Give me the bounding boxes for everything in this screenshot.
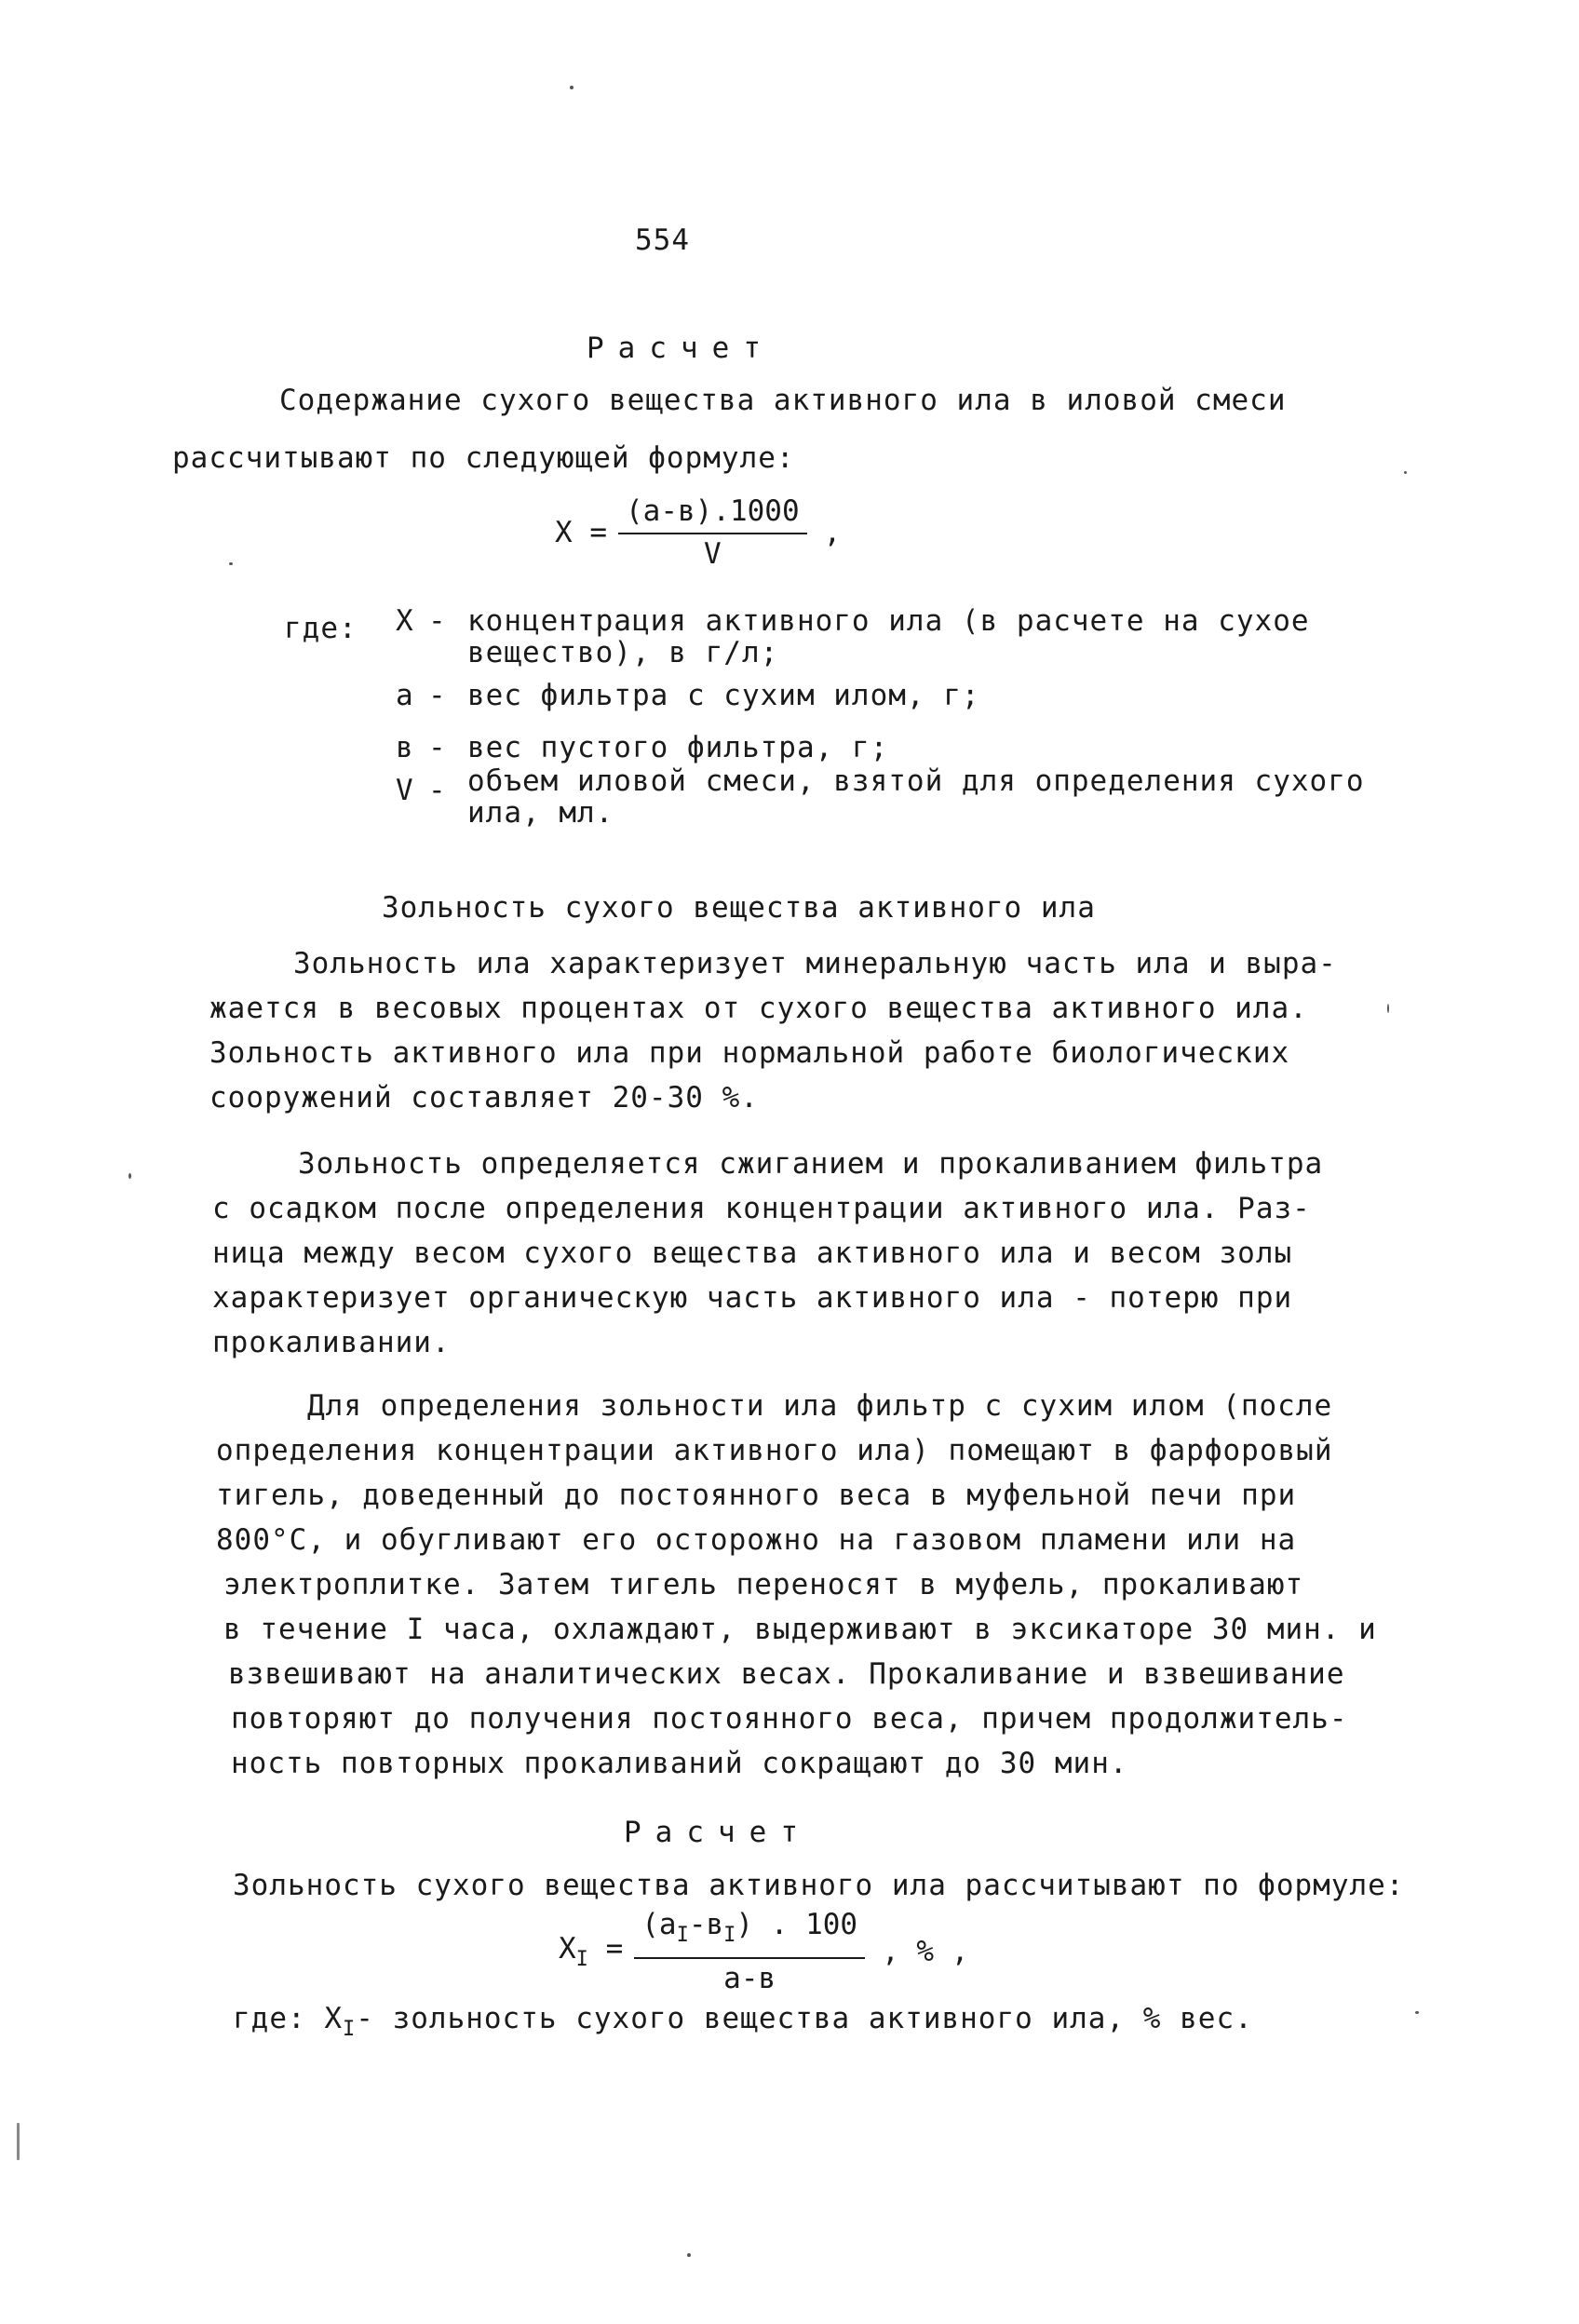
paragraph-line: определения концентрации активного ила) помещают в фарфоровый [216, 1434, 1333, 1467]
paragraph-line: прокаливании. [212, 1326, 451, 1359]
scan-speck [1387, 1004, 1389, 1013]
num-tail: ) . 100 [736, 1908, 858, 1941]
formula-denominator: а-в [723, 1962, 776, 1995]
formula-equals: = [605, 1932, 624, 1966]
scan-speck [17, 2123, 20, 2160]
formula-lhs-symbol: X [559, 1932, 576, 1966]
scan-speck [687, 2253, 691, 2257]
definition-symbol: в [396, 731, 414, 764]
paragraph-line: сооружений составляет 20-30 %. [209, 1081, 759, 1115]
formula-fraction [634, 1907, 865, 1996]
definition-dash: - [428, 604, 447, 638]
paragraph-line: в течение I часа, охлаждают, выдерживают в эксикаторе 30 мин. и [223, 1613, 1377, 1646]
paragraph-line: повторяют до получения постоянного веса, причем продолжитель- [231, 1702, 1348, 1736]
paragraph-line: с осадком после определения концентрации активного ила. Раз- [212, 1192, 1311, 1225]
definition-v-small [0, 732, 1579, 769]
definition-symbol: X [396, 604, 414, 638]
num-minus-b: -в [688, 1908, 724, 1941]
paragraph-line: 800°С, и обугливают его осторожно на газовом пламени или на [216, 1523, 1297, 1557]
formula-ash [559, 1907, 968, 1996]
definition-symbol: X [324, 2002, 343, 2035]
where-label: где: [233, 2002, 306, 2035]
definition-symbol-subscript: I [343, 2018, 357, 2041]
paragraph-line: взвешивают на аналитических весах. Прокаливание и взвешивание [228, 1657, 1345, 1691]
formula-tail: , % , [882, 1935, 969, 1968]
formula-concentration [555, 493, 841, 572]
page-number: 554 [635, 223, 690, 257]
ash-definition [233, 2000, 1253, 2048]
definition-text: вес фильтра с сухим илом, г; [467, 679, 980, 712]
scan-speck [229, 562, 233, 565]
formula-lhs-subscript: I [575, 1948, 588, 1971]
definition-dash: - [428, 731, 447, 764]
formula-numerator: (а-в).1000 [618, 493, 807, 534]
paragraph-line: Зольность определяется сжиганием и прокаливанием фильтра [298, 1147, 1324, 1181]
section-heading-ash-content: Зольность сухого вещества активного ила [382, 891, 1096, 925]
definition-a [0, 680, 1579, 717]
ash-formula-intro: Зольность сухого вещества активного ила рассчитывают по формуле: [233, 1869, 1405, 1902]
definition-dash: - [428, 774, 447, 807]
definition-symbol: V [396, 774, 414, 807]
definition-text: объем иловой смеси, взятой для определения сухого ила, мл. [467, 764, 1365, 830]
where-label: где: [284, 612, 358, 645]
formula-lhs [559, 1932, 623, 1971]
num-a-subscript: I [676, 1924, 689, 1947]
definition-x [0, 605, 1579, 680]
paragraph-line: Зольность активного ила при нормальной работе биологических [209, 1036, 1290, 1070]
section-heading-calculation: Расчет [587, 331, 775, 365]
num-b-subscript: I [723, 1924, 736, 1947]
intro-line-1: Содержание сухого вещества активного ила в иловой смеси [279, 384, 1287, 417]
formula-tail: , [823, 516, 842, 549]
num-a: (а [641, 1908, 677, 1941]
paragraph-line: Для определения зольности ила фильтр с сухим илом (после [307, 1389, 1333, 1423]
formula-denominator: V [703, 537, 722, 571]
formula-lhs: X = [555, 516, 607, 549]
definition-symbol: а [396, 679, 414, 712]
section-heading-calculation-2: Расчет [624, 1816, 812, 1849]
paragraph-line: характеризует органическую часть активного ила - потерю при [212, 1281, 1293, 1315]
paragraph-line: электроплитке. Затем тигель переносят в муфель, прокаливают [223, 1568, 1304, 1601]
scan-speck [1404, 471, 1407, 474]
definition-volume [0, 765, 1579, 840]
scan-speck [128, 1173, 131, 1179]
paragraph-line: ность повторных прокаливаний сокращают до 30 мин. [231, 1747, 1128, 1780]
definition-dash: - [428, 679, 447, 712]
definition-text: - зольность сухого вещества активного ила, % вес. [356, 2002, 1253, 2035]
paragraph-line: тигель, доведенный до постоянного веса в муфельной печи при [216, 1479, 1297, 1512]
paragraph-line: жается в весовых процентах от сухого вещества активного ила. [209, 992, 1308, 1025]
formula-numerator [634, 1907, 865, 1959]
paragraph-line: ница между весом сухого вещества активного ила и весом золы [212, 1236, 1293, 1270]
formula-fraction [618, 493, 807, 572]
scan-speck [1415, 2011, 1419, 2014]
intro-line-2: рассчитывают по следующей формуле: [172, 441, 795, 475]
definition-text: концентрация активного ила (в расчете на сухое вещество), в г/л; [467, 604, 1310, 669]
scan-speck [570, 86, 574, 89]
paragraph-line: Зольность ила характеризует минеральную часть ила и выра- [293, 947, 1337, 980]
definition-text: вес пустого фильтра, г; [467, 731, 889, 764]
